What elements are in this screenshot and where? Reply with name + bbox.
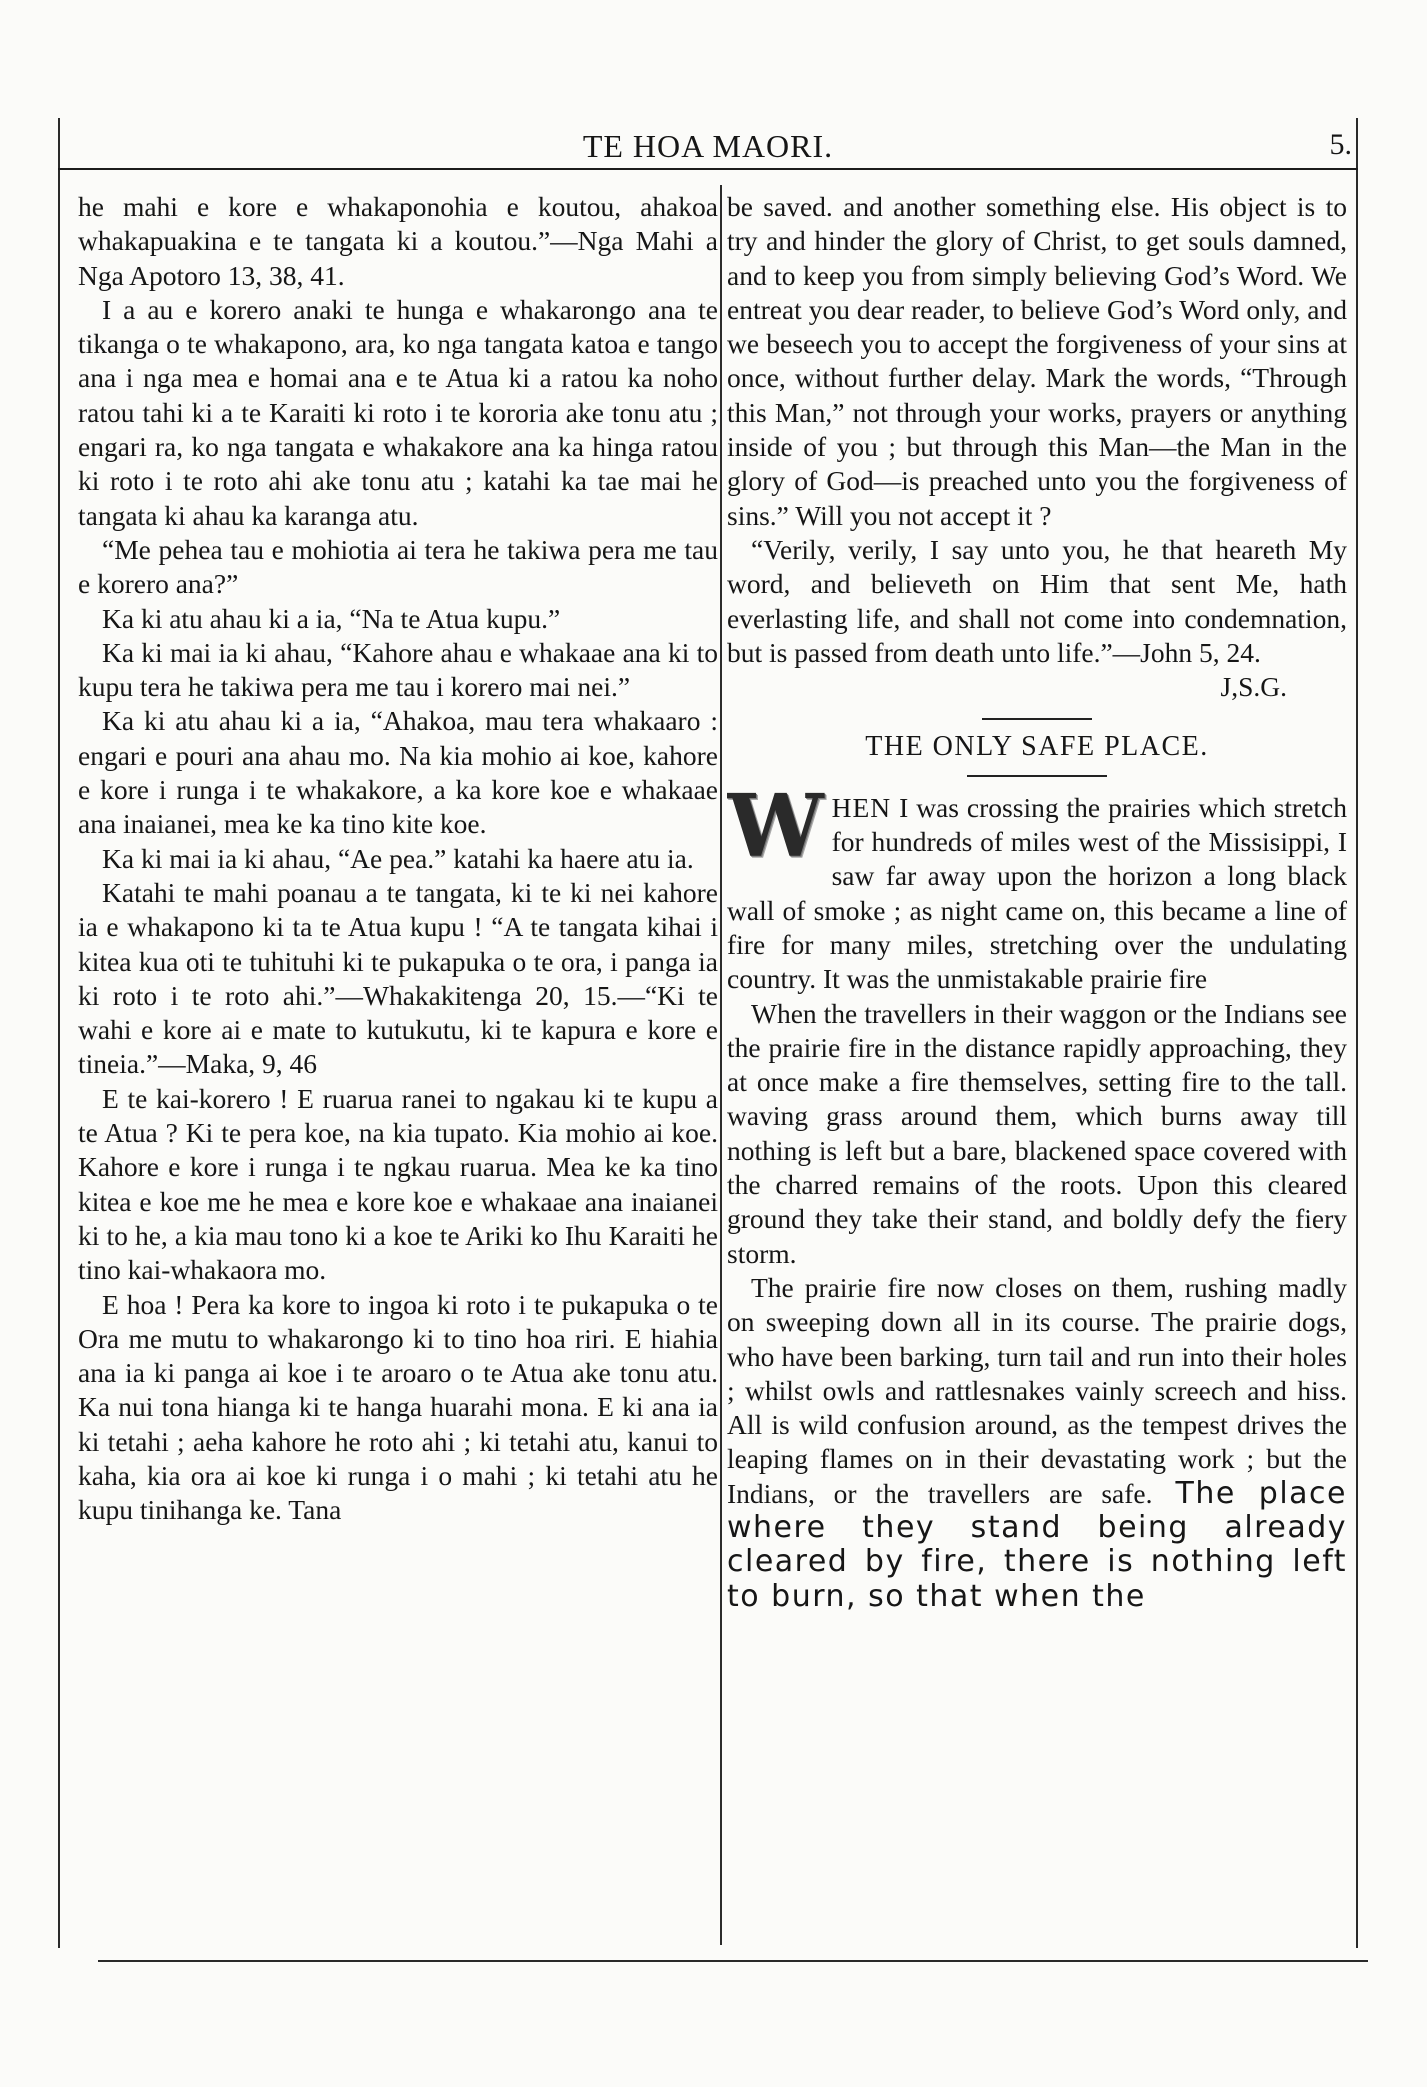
article-title: THE ONLY SAFE PLACE.	[865, 731, 1209, 763]
running-title: TE HOA MAORI.	[582, 128, 834, 164]
right-column	[727, 190, 1347, 1960]
final-paragraph-serif: The prairie fire now closes on them, rushing madly on sweeping down all in its course. The prairie dogs, who have been barking, turn tail and run into their holes ; whilst owls and rattlesnakes vainly screech and hiss. All is wild confusion around, as the tempest drives the leaping flames on in their devastating work ; but the Indians, or the travellers are safe.	[727, 1271, 1347, 1509]
page-number: 5.	[1329, 128, 1352, 161]
page-left-rule	[58, 118, 60, 1948]
left-paragraph: E hoa ! Pera ka kore to ingoa ki roto i te pukapuka o te Ora me mutu to whakarongo ki to tino hoa riri. E hiahia ana ia ki panga ai koe i te aroaro o te Atua ake tonu atu. Ka nui tona hianga ki te hanga huarahi mona. E ki ana ia ki tetahi ; aeha kahore he roto ahi ; ki tetahi atu, kanui to kaha, kia ora ai koe ki runga i o mahi ; ki tetahi atu he kupu tinihanga ke. Tana	[78, 1288, 718, 1526]
left-paragraph: he mahi e kore e whakaponohia e koutou, ahakoa whakapuakina e te tangata ki a koutou.”—Nga Mahi a Nga Apotoro 13, 38, 41.	[78, 191, 718, 291]
left-paragraph: “Me pehea tau e mohiotia ai tera he takiwa pera me tau e korero ana?”	[78, 533, 718, 600]
page-header	[58, 118, 1358, 170]
left-paragraph: Ka ki mai ia ki ahau, “Kahore ahau e whakaae ana ki to kupu tera he takiwa pera me tau i korero mai nei.”	[78, 636, 718, 703]
bottom-rule	[98, 1960, 1368, 1962]
right-paragraph: be saved. and another something else. His object is to try and hinder the glory of Christ, to get souls damned, and to keep you from simply believing God’s Word. We entreat you dear reader, to believe God’s Word only, and we beseech you to accept the forgiveness of your sins at once, without further delay. Mark the words, “Through this Man,” not through your works, prayers or anything inside of you ; but through this Man—the Man in the glory of God—is preached unto you the forgiveness of sins.” Will you not accept it ?	[727, 191, 1347, 531]
final-paragraph-sans: The place where they stand being already cleared by fire, there is nothing left to burn, so that when the	[727, 1475, 1347, 1614]
page-right-rule	[1356, 118, 1358, 1948]
opening-paragraph-text: I was crossing the prairies which stretch for hundreds of miles west of the Missisippi, I saw far away upon the horizon a long black wall of smoke ; as night came on, this became a line of fire for many miles, stretching over the undulating country. It was the unmistakable prairie fire	[727, 791, 1347, 995]
section-divider	[982, 718, 1092, 720]
left-paragraph: I a au e korero anaki te hunga e whakarongo ana te tikanga o te whakapono, ara, ko nga tangata katoa e tango ana i nga mea e homai ana e te Atua ki a ratou ka noho ratou tahi ki a te Karaiti ki roto i te kororia ake tonu atu ; engari ra, ko nga tangata e whakakore ana ka hinga ratou ki roto i te roto ahi ake tonu atu ; katahi ka tae mai he tangata ki ahau ka karanga atu.	[78, 293, 718, 531]
decorative-dropcap: W	[727, 775, 824, 877]
article-opening-paragraph	[727, 775, 1347, 997]
left-column	[78, 190, 718, 1960]
left-paragraph: Katahi te mahi poanau a te tangata, ki te ki nei kahore ia e whakapono ki ta te Atua kupu ! “A te tangata kihai i kitea kua oti te tuhituhi ki te pukapuka o te ora, i panga ia ki roto i te roto ahi.”—Whakakitenga 20, 15.—“Ki te wahi e kore ai e mate to kutukutu, ki te kapura e kore e tineia.”—Maka, 9, 46	[78, 876, 718, 1080]
column-divider	[720, 185, 722, 1945]
final-paragraph	[727, 1271, 1347, 1614]
left-paragraph: Ka ki atu ahau ki a ia, “Na te Atua kupu.”	[102, 602, 561, 634]
right-paragraph: “Verily, verily, I say unto you, he that heareth My word, and believeth on Him that sent Me, hath everlasting life, and shall not come into condemnation, but is passed from death unto life.”—John 5, 24.	[727, 533, 1347, 668]
right-paragraph: When the travellers in their waggon or the Indians see the prairie fire in the distance rapidly approaching, they at once make a fire themselves, setting fire to the tall. waving grass around them, which burns away till nothing is left but a bare, blackened space covered with the charred remains of the roots. Upon this cleared ground they take their stand, and boldly defy the fiery storm.	[727, 997, 1347, 1269]
left-paragraph: Ka ki mai ia ki ahau, “Ae pea.” katahi ka haere atu ia.	[102, 842, 694, 874]
dropcap-lead-word: HEN	[831, 791, 892, 823]
signature: J,S.G.	[1220, 671, 1287, 703]
left-paragraph: E te kai-korero ! E ruarua ranei to ngakau ki te kupu a te Atua ? Ki te pera koe, na kia tupato. Kia mohio ai koe. Kahore e kore i runga i te ngkau ruarua. Mea ke ka tino kitea e koe me he mea e kore koe e whakaae ana inaianei ki to he, a kia mau tono ki a koe te Ariki ko Ihu Karaiti he tino kai-whakaora mo.	[78, 1082, 718, 1286]
left-paragraph: Ka ki atu ahau ki a ia, “Ahakoa, mau tera whakaaro : engari e pouri ana ahau mo. Na kia mohio ai koe, kahore e kore i runga i te whakakore, a ka kore koe e whakaae ana inaianei, mea ke ka tino kite koe.	[78, 705, 718, 840]
title-underline	[967, 775, 1107, 777]
